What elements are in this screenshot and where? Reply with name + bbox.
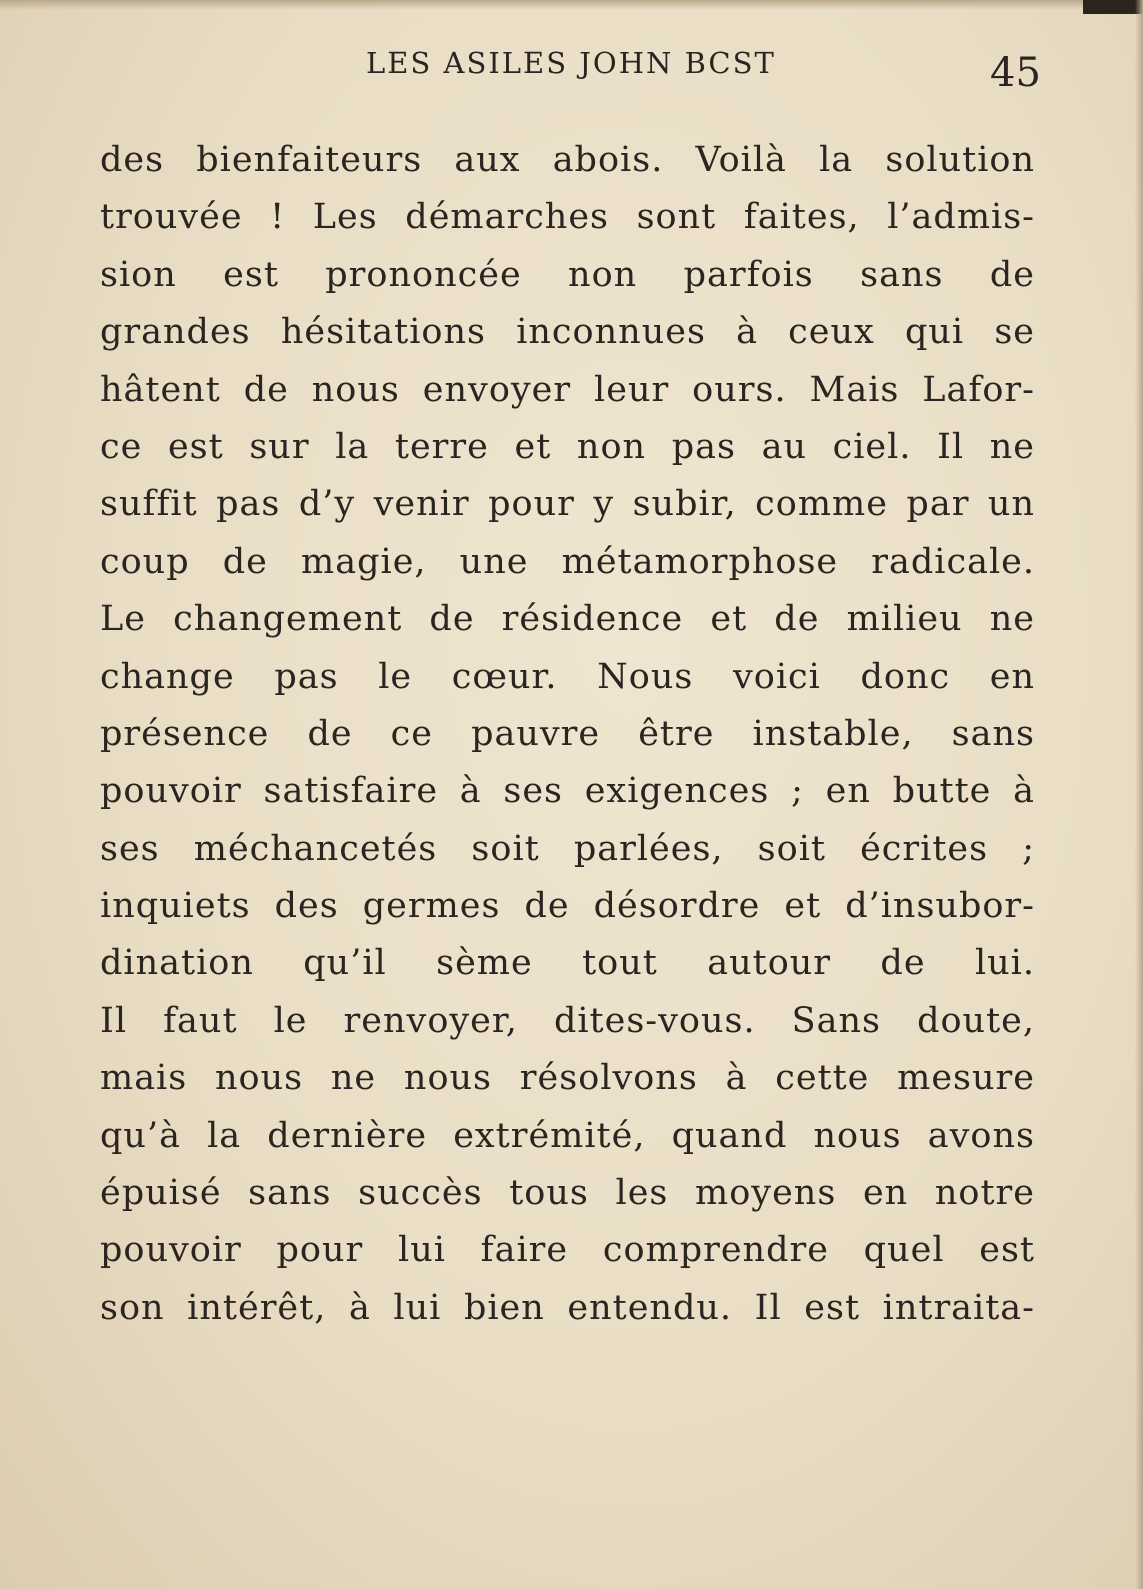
text-line: son intérêt, à lui bien entendu. Il est intraita- [100,1287,1035,1328]
body-text [100,132,1035,1337]
text-line: Le changement de résidence et de milieu ne [100,599,1035,640]
text-line: sion est prononcée non parfois sans de [100,254,1035,295]
text-line: dination qu’il sème tout autour de lui. [100,943,1035,984]
text-line: inquiets des germes de désordre et d’insubor- [100,886,1035,927]
text-line: qu’à la dernière extrémité, quand nous avons [100,1115,1035,1156]
page-number: 45 [990,50,1041,96]
text-line: Il faut le renvoyer, dites-vous. Sans doute, [100,1000,1035,1041]
text-line: suffit pas d’y venir pour y subir, comme par un [100,484,1035,525]
page-right-edge [1135,0,1143,1589]
text-line: ses méchancetés soit parlées, soit écrites ; [100,828,1035,869]
text-line: mais nous ne nous résolvons à cette mesure [100,1058,1035,1099]
page-top-edge [0,0,1143,10]
page-corner-shadow [1083,0,1143,14]
text-line: pouvoir pour lui faire comprendre quel est [100,1230,1035,1271]
text-line: pouvoir satisfaire à ses exigences ; en butte à [100,771,1035,812]
text-line: change pas le cœur. Nous voici donc en [100,656,1035,697]
text-line: hâtent de nous envoyer leur ours. Mais Lafor- [100,369,1035,410]
text-line: des bienfaiteurs aux abois. Voilà la solution [100,140,1035,180]
text-line: coup de magie, une métamorphose radicale. [100,541,1035,582]
text-line: présence de ce pauvre être instable, sans [100,713,1035,754]
running-head: LES ASILES JOHN BCST [366,46,776,80]
text-line: grandes hésitations inconnues à ceux qui se [100,312,1035,353]
text-line: épuisé sans succès tous les moyens en notre [100,1173,1035,1214]
page-header [0,38,1143,98]
text-line: trouvée ! Les démarches sont faites, l’admis- [100,197,1035,238]
text-line: ce est sur la terre et non pas au ciel. Il ne [100,426,1035,467]
